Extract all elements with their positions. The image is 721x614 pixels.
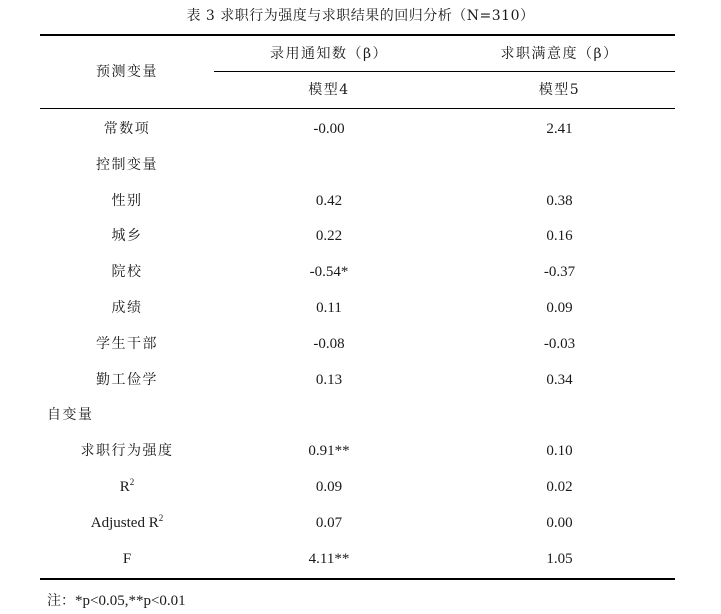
row-label	[40, 191, 214, 211]
bottom-rule	[40, 578, 675, 580]
row-label-text: 常数项	[103, 121, 151, 137]
row-label	[40, 513, 214, 533]
header-col1-group: 录用通知数（β）	[269, 46, 389, 62]
row-label-text: 院校	[111, 264, 143, 280]
cell-model4-value: 4.11**	[308, 551, 350, 567]
row-label	[40, 477, 214, 497]
note-prefix: 注：	[47, 593, 75, 609]
cell-model4-value: 0.11	[316, 300, 342, 316]
cell-model5-value: -0.03	[543, 336, 576, 352]
cell-model5-value: -0.37	[543, 264, 576, 280]
header-bottom-rule	[40, 108, 675, 109]
top-rule	[40, 34, 675, 36]
row-label	[47, 405, 167, 425]
row-label-text: 勤工俭学	[96, 372, 158, 388]
row-label-superscript: 2	[129, 477, 135, 487]
cell-model5-value: 0.02	[546, 479, 573, 495]
cell-model5-value: 1.05	[546, 551, 573, 567]
cell-model4-value: 0.07	[315, 515, 343, 531]
row-label-superscript: 2	[158, 513, 164, 523]
row-label-text: R	[119, 479, 130, 495]
cell-model4-value: 0.91**	[308, 443, 350, 459]
cell-model4-value: -0.08	[313, 336, 345, 352]
table-note	[47, 590, 186, 610]
row-label-text: 求职行为强度	[80, 443, 174, 459]
header-predictor-label: 预测变量	[96, 64, 158, 80]
cell-model5-value: 0.00	[546, 515, 573, 531]
row-label-text: 性别	[111, 193, 143, 209]
table-caption: 表 3 求职行为强度与求职结果的回归分析（N=310）	[186, 8, 535, 24]
note-text: *p<0.05,**p<0.01	[75, 593, 186, 609]
cell-model5-value: 2.41	[546, 121, 573, 137]
row-label	[40, 155, 214, 175]
header-col1-model: 模型4	[308, 82, 350, 98]
row-label-text: 成绩	[111, 300, 143, 316]
cell-model5-value: 0.10	[546, 443, 573, 459]
header-col2-model: 模型5	[538, 82, 581, 98]
cell-model4-value: 0.42	[315, 193, 343, 209]
cell-model5-value: 0.16	[546, 228, 573, 244]
row-label	[40, 226, 214, 246]
row-label	[40, 334, 214, 354]
row-label	[40, 370, 214, 390]
row-label	[40, 549, 214, 569]
row-label-text: 学生干部	[96, 336, 158, 352]
cell-model5-value: 0.34	[546, 372, 573, 388]
cell-model5-value: 0.09	[546, 300, 573, 316]
row-label	[40, 262, 214, 282]
row-label	[40, 441, 214, 461]
cell-model4-value: 0.13	[315, 372, 343, 388]
cell-model4-value: 0.22	[315, 228, 343, 244]
header-col2-group: 求职满意度（β）	[500, 46, 619, 62]
cell-model4-value: -0.54*	[309, 264, 349, 280]
row-label	[40, 119, 214, 139]
row-label-text: 控制变量	[96, 157, 158, 173]
header-subrule	[214, 71, 675, 72]
row-label-text: 城乡	[111, 228, 143, 244]
row-label	[40, 298, 214, 318]
cell-model4-value: 0.09	[315, 479, 343, 495]
cell-model4-value: -0.00	[313, 121, 345, 137]
row-label-text: Adjusted R	[90, 515, 159, 531]
cell-model5-value: 0.38	[546, 193, 573, 209]
row-label-text: 自变量	[47, 407, 94, 423]
row-label-text: F	[122, 551, 132, 567]
